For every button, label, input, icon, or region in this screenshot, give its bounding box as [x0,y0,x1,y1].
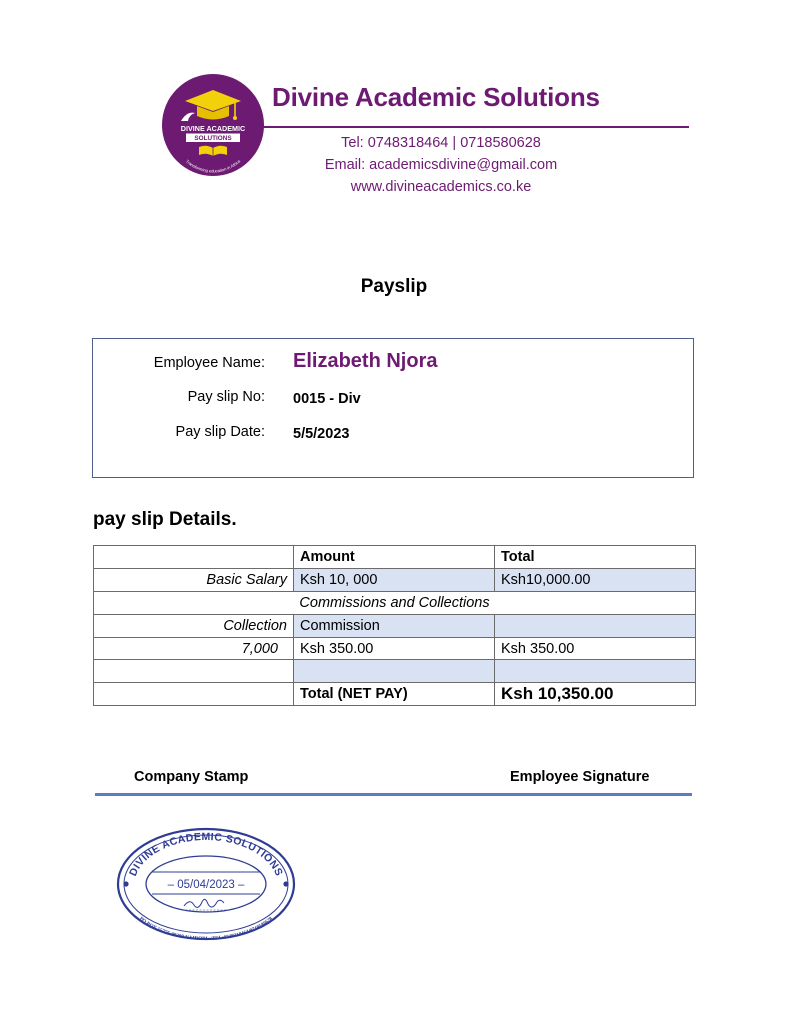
commission-value: Ksh 350.00 [294,637,495,660]
svg-text:DIVINE ACADEMIC SOLUTIONS [127,831,285,878]
employee-name: Elizabeth Njora [293,350,438,372]
logo-text-line1: DIVINE ACADEMIC [180,124,246,133]
payslip-date-label: Pay slip Date: [175,424,265,440]
net-pay-row [94,683,696,706]
company-logo [161,73,265,177]
table-cell [495,660,696,683]
payslip-no-label: Pay slip No: [187,389,265,405]
section-title-row [94,591,696,614]
table-cell [294,660,495,683]
collection-value: 7,000 [94,637,294,660]
commission-total: Ksh 350.00 [495,637,696,660]
stamp-signature-scribble [184,899,224,907]
basic-salary-amount: Ksh 10, 000 [294,568,495,591]
amount-header: Amount [294,546,495,569]
payslip-date: 5/5/2023 [293,426,350,442]
collection-header: Collection [94,614,294,637]
company-email: Email: academicsdivine@gmail.com [324,157,558,173]
company-name: Divine Academic Solutions [272,82,600,112]
empty-row [94,660,696,683]
company-website: www.divineacademics.co.ke [350,179,532,195]
basic-salary-label: Basic Salary [94,568,294,591]
table-cell [495,614,696,637]
commissions-section-title: Commissions and Collections [94,591,696,614]
header-divider [262,126,689,128]
total-header: Total [495,546,696,569]
employee-signature-label: Employee Signature [510,769,650,785]
table-cell [94,683,294,706]
employee-name-label: Employee Name: [153,355,265,371]
details-heading: pay slip Details. [93,509,237,530]
payslip-no: 0015 - Div [293,391,361,407]
document-title: Payslip [360,276,428,297]
commission-header: Commission [294,614,495,637]
footer-divider [95,793,692,796]
basic-salary-row [94,568,696,591]
sub-header-row [94,614,696,637]
svg-text:PO BOX 55776-00200 NAIROBI - T [138,916,274,942]
basic-salary-total: Ksh10,000.00 [495,568,696,591]
table-cell [94,660,294,683]
company-stamp-image [114,824,298,942]
company-phone: Tel: 0748318464 | 0718580628 [341,135,541,151]
logo-text-line2: SOLUTIONS [194,135,232,142]
net-pay-value: Ksh 10,350.00 [495,683,696,706]
stamp-bottom-text: PO BOX 55776-00200 NAIROBI - TEL:0748318464/0718580628 [138,915,274,942]
company-stamp-label: Company Stamp [134,769,249,785]
stamp-top-text: DIVINE ACADEMIC SOLUTIONS [127,830,285,878]
table-header-row [94,546,696,569]
stamp-date: – 05/04/2023 – [167,879,245,891]
commission-row [94,637,696,660]
table-cell [94,546,294,569]
logo-tagline: Transforming education in Africa [184,158,242,174]
net-pay-label: Total (NET PAY) [294,683,495,706]
payslip-details-table [93,545,696,706]
